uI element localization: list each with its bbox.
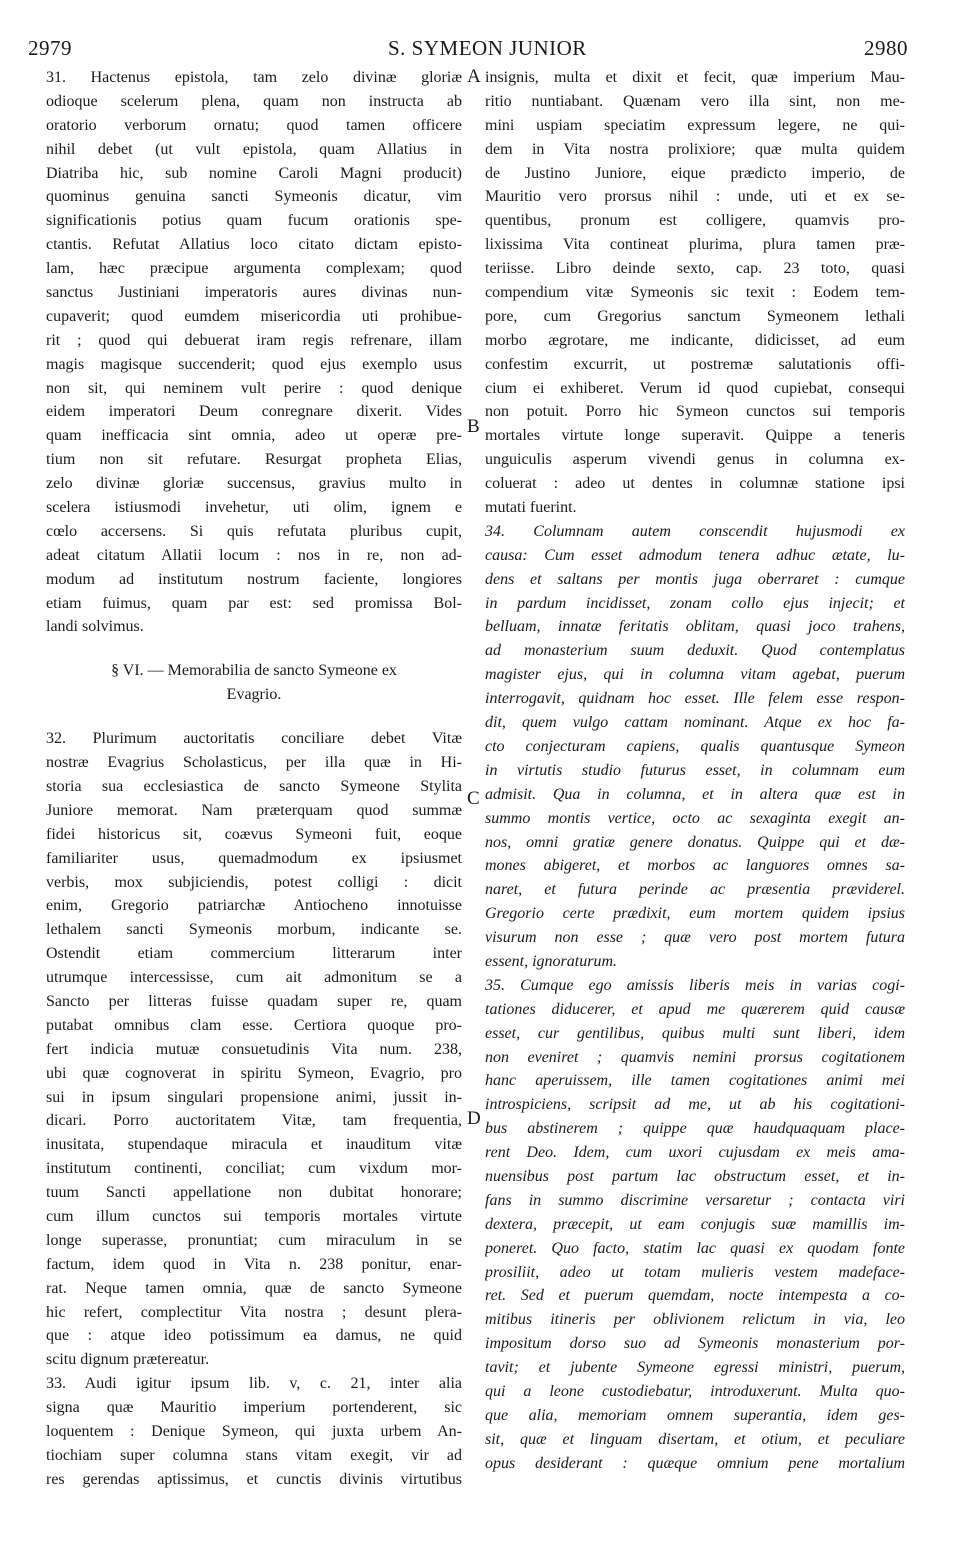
paragraph-33-continued-line: unguiculis asperum vivendi genus in columna ex- bbox=[485, 451, 905, 469]
paragraph-33-continued-line: Mauritio vero prorsus nihil : unde, uti et ex se- bbox=[485, 188, 905, 206]
paragraph-31-line: odioque scelerum plena, quam non instructa ab bbox=[46, 92, 462, 110]
paragraph-33-continued-line: ritio nuntiabant. Quænam vero illa sint, non me- bbox=[485, 92, 905, 110]
paragraph-31-line: quam inefficacia sint omnia, adeo ut operæ pre- bbox=[46, 427, 462, 445]
paragraph-33-continued-line: quentibus, pronum est colligere, quamvis pro- bbox=[485, 212, 905, 230]
paragraph-31-line: nihil debet (ut vult epistola, quam Allatius in bbox=[46, 140, 462, 158]
paragraph-33-continued-line: compendium vitæ Symeonis sic texit : Eodem tem- bbox=[485, 284, 905, 302]
left-column bbox=[46, 66, 462, 1492]
paragraph-32-line: longe superasse, pronuntiat; cum miraculum in se bbox=[46, 1231, 462, 1249]
paragraph-32-line: que : atque ideo potissimum ea damus, ne quid bbox=[46, 1327, 462, 1345]
paragraph-32-line: 32. Plurimum auctoritatis conciliare debet Vitæ bbox=[46, 730, 462, 748]
paragraph-32-line: fidei historicus sit, coævus Symeoni fuit, eoque bbox=[46, 825, 462, 843]
paragraph-31-line: 31. Hactenus epistola, tam zelo divinæ gloriæ bbox=[46, 69, 462, 86]
paragraph-35-line: esset, cur gentilibus, quibus multi sunt liberi, idem bbox=[485, 1024, 905, 1042]
paragraph-33-line: tiochiam super columna stans vitam exegit, vir ad bbox=[46, 1446, 462, 1464]
paragraph-32-line: inusitata, stupendaque miracula et inauditum vitæ bbox=[46, 1136, 462, 1154]
paragraph-35-line: opus desiderant : quæque omnium pene mortalium bbox=[485, 1454, 905, 1472]
paragraph-33-continued-line: pore, cum Gregorius sanctum Symeonem lethali bbox=[485, 307, 905, 325]
paragraph-32-line: fert indicia mutuæ consuetudinis Vita num. 238, bbox=[46, 1040, 462, 1058]
paragraph-33-continued-line: teriisse. Libro deinde sexto, cap. 23 toto, quasi bbox=[485, 260, 905, 278]
paragraph-35-line: qui a leone custodiebatur, introduxerunt. Multa quo- bbox=[485, 1382, 905, 1400]
paragraph-34-line: cto conjecturam capiens, qualis quantusque Symeon bbox=[485, 737, 905, 755]
paragraph-31-line: modum ad institutum nostrum faciente, longiores bbox=[46, 570, 462, 588]
running-title: S. SYMEON JUNIOR bbox=[388, 36, 587, 60]
paragraph-34-line: nos, omni gratiæ genere donatus. Quippe qui et dæ- bbox=[485, 833, 905, 851]
paragraph-32-line: storia sua ecclesiastica de sancto Symeone Stylita bbox=[46, 777, 462, 795]
paragraph-31-line: adeat citatum Allatii locum : nos in re, non ad- bbox=[46, 546, 462, 564]
paragraph-32-line: nostræ Evagrius Scholasticus, per illa quæ in Hi- bbox=[46, 754, 462, 772]
paragraph-34-line: belluam, innatæ feritatis oblitam, quasi joco trahens, bbox=[485, 618, 905, 636]
paragraph-31-line: zelo divinæ gloriæ succensus, gravius multo in bbox=[46, 475, 462, 493]
paragraph-32-line: cum illum cunctos sui temporis mortales virtute bbox=[46, 1207, 462, 1225]
paragraph-34-line: in pardum incidisset, zonam collo ejus injecit; et bbox=[485, 594, 905, 612]
paragraph-32-line: institutum continenti, conciliat; cum vixdum mor- bbox=[46, 1160, 462, 1178]
paragraph-34-line: magister ejus, qui in columna vitam agebat, puerum bbox=[485, 666, 905, 684]
paragraph-35-line: poneret. Quo facto, statim lac quasi ex quodam fonte bbox=[485, 1239, 905, 1257]
right-column bbox=[485, 66, 905, 1476]
paragraph-32-line: familiariter usus, quemadmodum ex ipsiusmet bbox=[46, 849, 462, 867]
paragraph-32-line: hic refert, complectitur Vita nostra ; desunt plera- bbox=[46, 1303, 462, 1321]
paragraph-31-line: non sit, qui neminem vult perire : quod denique bbox=[46, 379, 462, 397]
paragraph-32-line: utrumque intercessisse, cum ait admonitum se a bbox=[46, 969, 462, 987]
paragraph-33-continued-line: insignis, multa et dixit et fecit, quæ imperium Mau- bbox=[485, 69, 905, 86]
page-number-left: 2979 bbox=[28, 36, 72, 60]
paragraph-34-line: causa: Cum esset admodum tenera adhuc ætate, lu- bbox=[485, 546, 905, 564]
paragraph-31-line: cœlo accersens. Si quis refutata pluribus cupit, bbox=[46, 522, 462, 540]
paragraph-34-line: admisit. Qua in columna, et in altera quæ est in bbox=[485, 785, 905, 803]
paragraph-31-line: oratorio verborum ornatu; quod tamen officere bbox=[46, 116, 462, 134]
margin-letter-a: A bbox=[467, 66, 481, 87]
paragraph-31-line: lam, hæc præcipue argumenta complexam; quod bbox=[46, 260, 462, 278]
paragraph-33-continued-line: non potuit. Porro hic Symeon cunctos sui temporis bbox=[485, 403, 905, 421]
paragraph-35-line: tationes diducerer, et apud me quærerem quid causæ bbox=[485, 1000, 905, 1018]
paragraph-33-continued-line: mortales virtute longe superavit. Quippe a teneris bbox=[485, 427, 905, 445]
paragraph-gap bbox=[46, 707, 462, 727]
paragraph-32-line: verbis, mox subjiciendis, potest colligi : dicit bbox=[46, 873, 462, 891]
paragraph-35-line: ret. Sed et puerum quemdam, nocte intempesta a co- bbox=[485, 1287, 905, 1305]
paragraph-34-line: visurum non esse ; quæ vero post mortem futura bbox=[485, 929, 905, 947]
paragraph-31-line: sanctus Justiniani imperatoris aures divinas nun- bbox=[46, 284, 462, 302]
paragraph-31-line: cupaverit; quod eumdem misericordia uti prohibue- bbox=[46, 307, 462, 325]
paragraph-33-continued-line: de Justino Juniore, eique prædicto imperio, de bbox=[485, 164, 905, 182]
paragraph-33-continued-line: morbo ægrotare, me indicante, didicisset, ad eum bbox=[485, 331, 905, 349]
paragraph-32-line: factum, idem quod in Vita n. 238 ponitur, enar- bbox=[46, 1255, 462, 1273]
paragraph-33-line: loquentem : Denique Symeon, qui juxta urbem An- bbox=[46, 1422, 462, 1440]
paragraph-32-line: putabat omnibus clam esse. Certiora quoque pro- bbox=[46, 1016, 462, 1034]
paragraph-34-line: essent, ignoraturum. bbox=[485, 952, 617, 970]
paragraph-35-line: bus abstinerem ; quippe quæ haudquaquam place- bbox=[485, 1120, 905, 1138]
paragraph-35-line: prosiliit, adeo ut totam mulieris vestem madeface- bbox=[485, 1263, 905, 1281]
paragraph-35-line: tavit; et jubente Symeone egressi ministri, puerum, bbox=[485, 1359, 905, 1377]
paragraph-33-line: 33. Audi igitur ipsum lib. v, c. 21, inter alia bbox=[46, 1375, 462, 1393]
paragraph-34-line: dens et saltans per montis juga oberraret : cumque bbox=[485, 570, 905, 588]
paragraph-33-continued-line: lixissima Vita contineat plurima, plura tamen præ- bbox=[485, 236, 905, 254]
paragraph-35-line: non eveniret ; quamvis nemini prorsus cogitationem bbox=[485, 1048, 905, 1066]
paragraph-35-line: nuensibus post partum lac obstructum esset, et in- bbox=[485, 1167, 905, 1185]
paragraph-35-line: impositum dorso suo ad Symeonis monasterium por- bbox=[485, 1335, 905, 1353]
paragraph-35-line: que alia, memoriam omnem superantia, idem ges- bbox=[485, 1406, 905, 1424]
paragraph-31-line: etiam fuimus, quam par est: sed promissa Bol- bbox=[46, 594, 462, 612]
paragraph-35-line: rent Deo. Idem, cum uxori cujusdam ex meis ama- bbox=[485, 1144, 905, 1162]
paragraph-35-line: introspiciens, scripsit ad me, ut ab his cogitationi- bbox=[485, 1096, 905, 1114]
paragraph-32-line: dicari. Porro auctoritatem Vitæ, tam frequentia, bbox=[46, 1112, 462, 1130]
paragraph-31-line: magis magisque succenderit; quod ejus exemplo usus bbox=[46, 355, 462, 373]
paragraph-35-line: sit, quæ et linguam disertam, et otium, et peculiare bbox=[485, 1430, 905, 1448]
paragraph-33-line: signa quæ Mauritio imperium portenderent, sic bbox=[46, 1399, 462, 1417]
paragraph-35-line: fans in summo discrimine versaretur ; contacta viri bbox=[485, 1191, 905, 1209]
paragraph-34-line: naret, et futura perinde ac præsentia præviderel. bbox=[485, 881, 905, 899]
paragraph-34-line: in virtutis studio futurus esset, in columnam eum bbox=[485, 761, 905, 779]
margin-letter-c: C bbox=[467, 788, 480, 809]
paragraph-33-continued-line: mutati fuerint. bbox=[485, 499, 577, 517]
paragraph-31-line: ctantis. Refutat Allatius loco citato dictam episto- bbox=[46, 236, 462, 254]
paragraph-35-line: 35. Cumque ego amissis liberis meis in varias cogi- bbox=[485, 976, 905, 994]
paragraph-33-continued-line: coluerat : adeo ut dentes in columnæ statione ipsi bbox=[485, 475, 905, 493]
paragraph-32-line: Sancto per litteras fuisse quadam super re, quam bbox=[46, 992, 462, 1010]
paragraph-32-line: scitu dignum prætereatur. bbox=[46, 1351, 210, 1369]
paragraph-32-line: lethalem sancti Symeonis morbum, indicante se. bbox=[46, 921, 462, 939]
paragraph-34-line: ad monasterium suum deduxit. Quod contemplatus bbox=[485, 642, 905, 660]
paragraph-31-line: rit ; quod qui debuerat iram regis refrenare, illam bbox=[46, 331, 462, 349]
paragraph-33-continued-line: mini uspiam speciatim expressum legere, ne qui- bbox=[485, 116, 905, 134]
paragraph-35-line: dextera, præcepit, ut eam conjugis suæ mamillis im- bbox=[485, 1215, 905, 1233]
paragraph-34-line: Gregorio certe prædixit, eum mortem quidem ipsius bbox=[485, 905, 905, 923]
paragraph-32-line: ubi quæ cognoverat in spiritu Symeon, Evagrio, pro bbox=[46, 1064, 462, 1082]
paragraph-31-line: scelera istiusmodi invehetur, uti olim, ignem e bbox=[46, 499, 462, 517]
paragraph-34-line: dit, quem vulgo cattam nominant. Atque ex hoc fa- bbox=[485, 714, 905, 732]
paragraph-34-line: interrogavit, quidnam hoc esset. Ille felem esse respon- bbox=[485, 690, 905, 708]
page-number-right: 2980 bbox=[864, 36, 908, 60]
paragraph-32-line: enim, Gregorio patriarchæ Antiocheno innotuisse bbox=[46, 897, 462, 915]
paragraph-35-line: mitibus itineris per oblivionem relictum in via, leo bbox=[485, 1311, 905, 1329]
section-heading: Evagrio. bbox=[226, 686, 282, 704]
paragraph-33-continued-line: dem in Vita nostra prolixiore; quæ multa quidem bbox=[485, 140, 905, 158]
paragraph-32-line: rat. Neque tamen omnia, quæ de sancto Symeone bbox=[46, 1279, 462, 1297]
paragraph-33-continued-line: confestim excurrit, ut postremæ salutationis offi- bbox=[485, 355, 905, 373]
margin-letter-d: D bbox=[467, 1108, 481, 1129]
paragraph-34-line: summo montis vertice, octo ac sexaginta exegit an- bbox=[485, 809, 905, 827]
paragraph-32-line: tuum Sancti appellatione non dubitat honorare; bbox=[46, 1184, 462, 1202]
paragraph-31-line: eidem imperatori Deum conregnare dixerit. Vides bbox=[46, 403, 462, 421]
paragraph-34-line: 34. Columnam autem conscendit hujusmodi ex bbox=[485, 522, 905, 540]
paragraph-31-line: landi solvimus. bbox=[46, 618, 144, 636]
paragraph-34-line: mones abigeret, et morbos ac languores omnes sa- bbox=[485, 857, 905, 875]
paragraph-32-line: Juniore memorat. Nam præterquam quod summæ bbox=[46, 801, 462, 819]
paragraph-35-line: hanc aperuissem, ille tamen cogitationes animi mei bbox=[485, 1072, 905, 1090]
running-header bbox=[28, 36, 908, 66]
paragraph-33-line: res gerendas aptissimus, et cunctis divinis virtutibus bbox=[46, 1470, 462, 1488]
paragraph-32-line: sui in ipsum singulari propensione animi, jussit in- bbox=[46, 1088, 462, 1106]
paragraph-gap bbox=[46, 639, 462, 659]
margin-letter-b: B bbox=[467, 416, 480, 437]
paragraph-31-line: quominus genuina sancti Symeonis dicatur, vim bbox=[46, 188, 462, 206]
paragraph-31-line: tium non sit refutare. Resurgat propheta Elias, bbox=[46, 451, 462, 469]
paragraph-31-line: Diatriba hic, sub nomine Caroli Magni producit) bbox=[46, 164, 462, 182]
paragraph-31-line: significationis potius quam fucum orationis spe- bbox=[46, 212, 462, 230]
paragraph-32-line: Ostendit etiam commercium litterarum inter bbox=[46, 945, 462, 963]
section-heading: § VI. — Memorabilia de sancto Symeone ex bbox=[111, 662, 397, 680]
paragraph-33-continued-line: cium ei exhiberet. Verum id quod cupiebat, consequi bbox=[485, 379, 905, 397]
